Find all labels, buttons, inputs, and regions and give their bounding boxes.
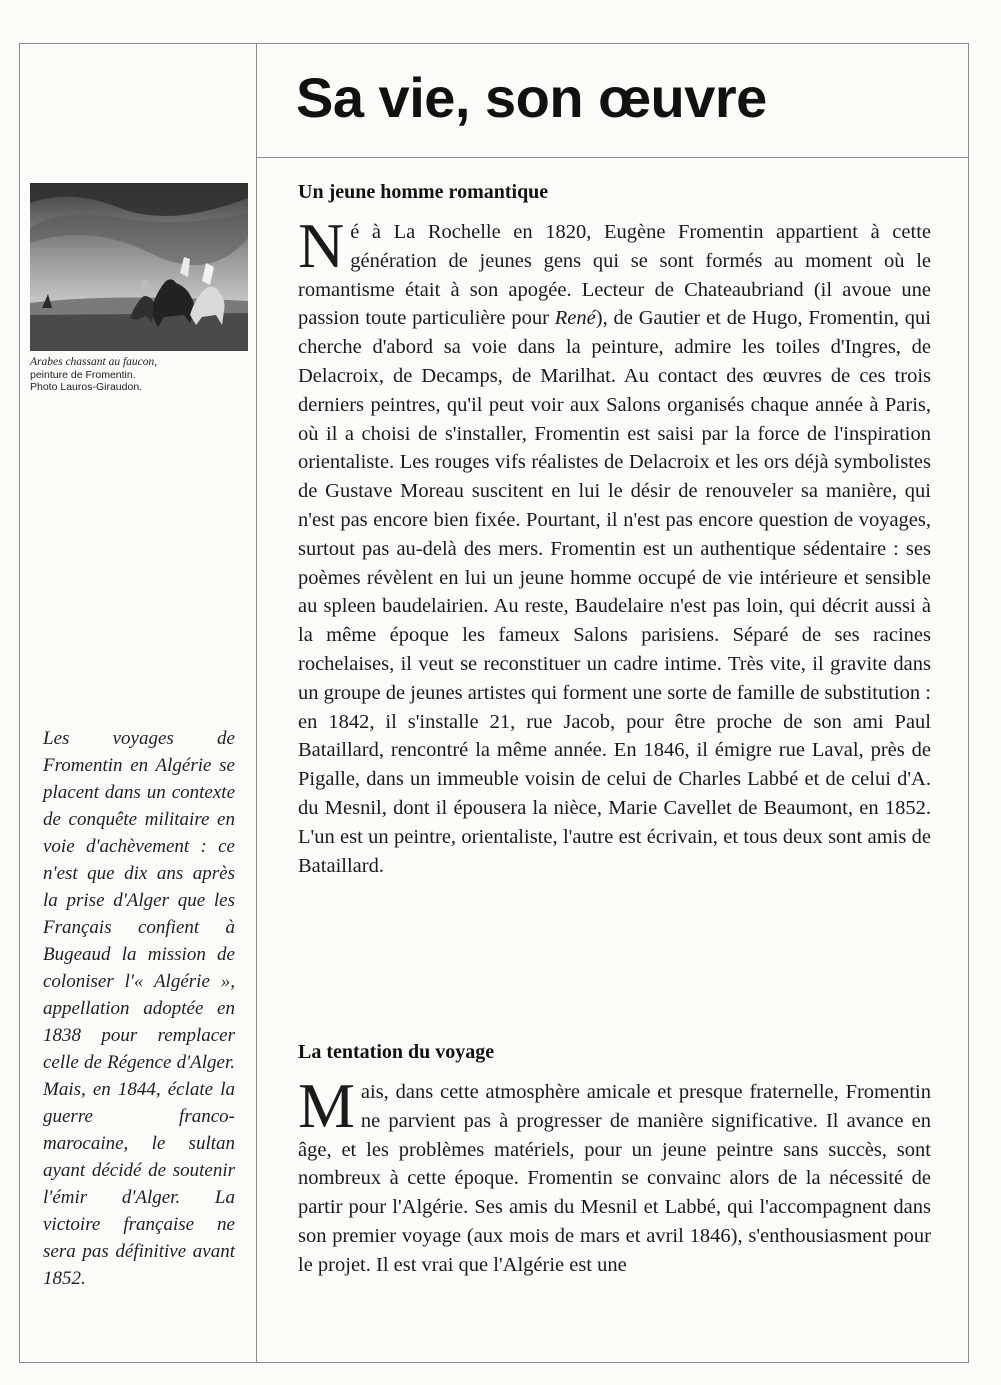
drop-cap: N [298,210,345,281]
body-text: é à La Rochelle en 1820, Eugène Fromentin appartient à cette génération de jeunes gens qui se sont formés au moment où le romantisme était à son apogée. Lecteur de Chateaubriand (il avoue une passion toute particulière pour [298,221,931,330]
section-jeune-homme [298,180,931,880]
body-text: ), de Gautier et de Hugo, Fromentin, qui cherche d'abord sa voie dans la peinture, admire les toiles d'Ingres, de Delacroix, de Decamps, de Marilhat. Au contact des œuvres de ces trois derniers peintres, qu'il peut voir aux Salons organisés chaque année à Paris, où il a choisi de s'installer, Fromentin est saisi par la force de l'inspiration orientaliste. Les rouges vifs réalistes de Delacroix et les ors déjà symbolistes de Gustave Moreau suscitent en lui le désir de renouveler sa manière, qui n'est pas encore bien fixée. Pourtant, il n'est pas encore question de voyages, surtout pas au-delà des mers. Fromentin est un authentique sédentaire : ses poèmes révèlent en lui un jeune homme occupé de vie intérieure et sensible au spleen baudelairien. Au reste, Baudelaire n'est pas loin, qui décrit aussi à la même époque les fameux Salons parisiens. Séparé de ses racines rochelaises, il veut se reconstituer un cadre intime. Très vite, il gravite dans un groupe de jeunes artistes qui forment une sorte de famille de substitution : en 1842, il s'installe 21, rue Jacob, pour être proche de son ami Paul Bataillard, rencontré la même année. En 1846, il émigre rue Laval, près de Pigalle, dans un immeuble voisin de celui de Charles Labbé et de celui d'A. du Mesnil, dont il épousera la nièce, Marie Cavellet de Beaumont, en 1852. L'un est un peintre, orientaliste, l'autre est écrivain, et tous deux sont amis de Bataillard. [298,307,931,877]
caption-line: peinture de Fromentin. [30,368,136,381]
image-caption [30,356,250,394]
sidebar-quote: Les voyages de Fromentin en Algérie se placent dans un contexte de conquête militaire en voie d'achèvement : ce n'est que dix ans après la prise d'Alger que les Français confient à Bugeaud la mission de coloniser l'« Algérie », appellation adoptée en 1838 pour remplacer celle de Régence d'Alger. Mais, en 1844, éclate la guerre franco-marocaine, le sultan ayant décidé de soutenir l'émir d'Alger. La victoire française ne sera pas définitive avant 1852. [43,728,235,1289]
page-title: Sa vie, son œuvre [296,66,767,129]
section-heading: La tentation du voyage [298,1041,495,1063]
drop-cap: M [298,1070,355,1141]
body-text: ais, dans cette atmosphère amicale et presque fraternelle, Fromentin ne parvient pas à progresser de manière significative. Il avance en âge, et les problèmes matériels, pour un jeune peintre sans succès, sont nombreux à cette époque. Fromentin se convainc alors de la nécessité de partir pour l'Algérie. Ses amis du Mesnil et Labbé, qui l'accompagnent dans son premier voyage (aux mois de mars et avril 1846), s'enthousiasment pour le projet. Il est vrai que l'Algérie est une [298,1081,931,1276]
caption-title: Arabes chassant au faucon, [30,356,158,368]
painting-image [30,183,248,351]
section-body [298,1070,931,1280]
section-heading: Un jeune homme romantique [298,181,549,203]
title-rule [256,157,969,158]
caption-credit: Photo Lauros-Giraudon. [30,381,143,393]
book-title: René [554,307,596,330]
section-body [298,210,931,880]
column-divider [256,43,257,1363]
section-tentation [298,1040,931,1280]
